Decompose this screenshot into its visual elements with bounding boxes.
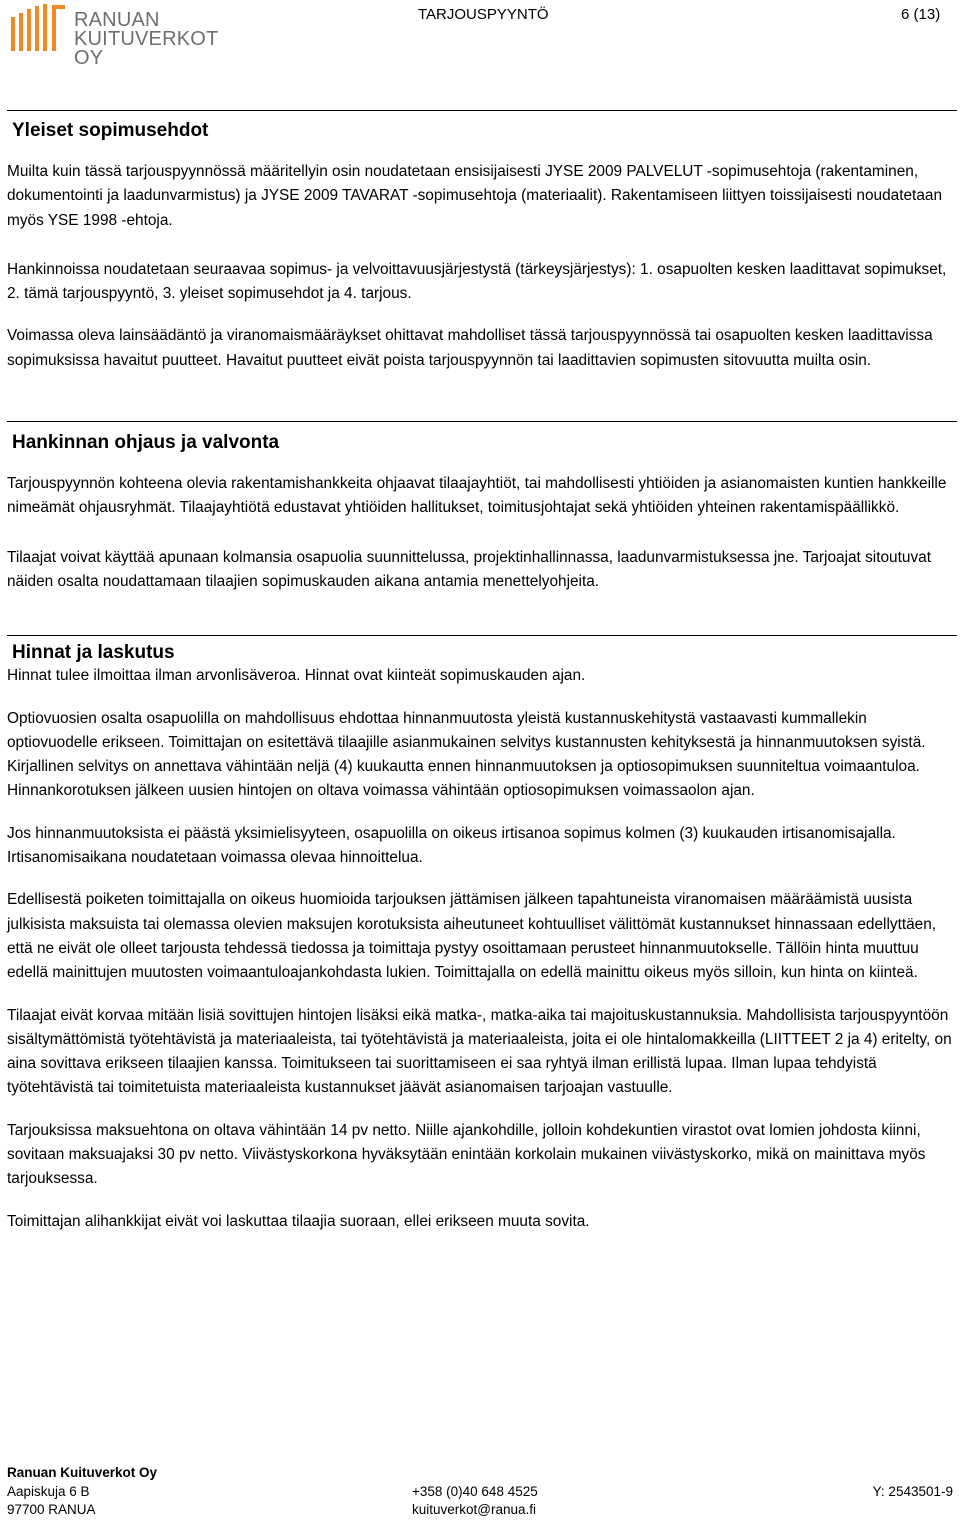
paragraph: Optiovuosien osalta osapuolilla on mahdollisuus ehdottaa hinnanmuutosta yleistä kustannuskehitystä vastaavasti kummallekin optiovuodelle erikseen. Toimittajan on esitettävä tilaajille asianmukainen selvitys kustannusten kehityksestä ja hinnanmuutoksen syistä. Kirjallinen selvitys on annettava vähintään neljä (4) kuukautta ennen hinnanmuutoksen ja optiosopimuksen suunniteltua voimaantuloa. Hinnankorotuksen jälkeen uusien hintojen on oltava voimassa vähintään optiosopimuksen voimassaolon ajan.: [7, 709, 926, 800]
footer-contact: [412, 1483, 538, 1520]
section-general-terms: [7, 110, 957, 373]
footer-phone: +358 (0)40 648 4525: [412, 1483, 538, 1499]
section-prices-invoicing: [7, 635, 957, 1234]
paragraph: Hankinnoissa noudatetaan seuraavaa sopimus- ja velvoittavuusjärjestystä (tärkeysjärjestys): 1. osapuolten kesken laadittavat sopimukset, 2. tämä tarjouspyyntö, 3. yleiset sopimusehdot ja 4. tarjous.: [7, 260, 947, 303]
paragraph: Tarjouspyynnön kohteena olevia rakentamishankkeita ohjaavat tilaajayhtiöt, tai mahdollisesti yhtiöiden ja asianomaisten kuntien hankkeille nimeämät ohjausryhmät. Tilaajayhtiötä edustavat yhtiöiden hallitukset, toimitusjohtajat sekä yhtiöiden yhteinen rakentamispäällikkö.: [7, 475, 947, 517]
paragraph: Toimittajan alihankkijat eivät voi laskuttaa tilaajia suoraan, ellei erikseen muuta sovita.: [7, 1212, 590, 1230]
footer-company: Ranuan Kuituverkot Oy: [7, 1465, 158, 1480]
footer-email[interactable]: kuituverkot@ranua.fi: [412, 1502, 537, 1517]
logo-line-1: RANUAN: [74, 9, 160, 31]
page-header: [0, 0, 960, 69]
paragraph: Tarjouksissa maksuehtona on oltava vähintään 14 pv netto. Niille ajankohdille, jolloin kohdekuntien virastot ovat lomien johdosta kiinni, sovitaan maksuajaksi 30 pv netto. Viivästyskorkona hyväksytään enintään korkolain mukainen viivästyskorko, mikä on mainittava myös tarjouksessa.: [7, 1121, 926, 1188]
paragraph: Voimassa oleva lainsäädäntö ja viranomaismääräykset ohittavat mahdolliset tässä tarjouspyynnössä tai osapuolten kesken laadittavissa sopimuksissa havaitut puutteet. Havaitut puutteet eivät poista tarjouspyynnön tai laadittavien sopimusten sitovuutta muilta osin.: [7, 327, 933, 369]
logo-mark-icon: [8, 3, 68, 53]
section-procurement-control: [7, 421, 957, 594]
paragraph: Edellisestä poiketen toimittajalla on oikeus huomioida tarjouksen jättämisen jälkeen tapahtuneista viranomaisen määräämistä uusista julkisista maksuista tai olemassa olevien maksujen korotuksista aiheutuneet kohtuulliset välittömät kustannukset hinnassaan edellyttäen, että ne eivät ole olleet tarjousta tehdessä tiedossa ja toimittaja pystyy osoittamaan perusteet hinnanmuutokselle. Tällöin hinta muuttuu edellä mainittujen muutosten voimaantuloajankohdasta lukien. Toimittajalla on edellä mainittu oikeus myös silloin, kun hinta on kiinteä.: [7, 891, 937, 982]
logo-wordmark: [74, 11, 248, 68]
section-title: Hankinnan ohjaus ja valvonta: [12, 432, 280, 454]
company-logo: [8, 3, 248, 69]
paragraph: Tilaajat eivät korvaa mitään lisiä sovittujen hintojen lisäksi eikä matka-, matka-aika tai majoituskustannuksia. Mahdollisista tarjouspyyntöön sisältymättömistä työtehtävistä ja materiaaleista, tai työtehtävistä ja materiaaleista, joita ei ole hintalomakkeilla (LIITTEET 2 ja 4) eritelty, on aina sovittava erikseen tilaajien kanssa. Toimitukseen tai suorittamiseen ei saa ryhtyä ilman erillistä lupaa. Ilman lupaa tehdyistä työtehtävistä tai toimitetuista materiaaleista kustannukset jäävät asianomaisen tarjoajan vastuulle.: [7, 1006, 952, 1097]
section-title: Yleiset sopimusehdot: [12, 120, 209, 141]
paragraph: Hinnat tulee ilmoittaa ilman arvonlisäveroa. Hinnat ovat kiinteät sopimuskauden ajan.: [7, 667, 586, 685]
document-title: TARJOUSPYYNTÖ: [418, 6, 549, 23]
paragraph: Tilaajat voivat käyttää apunaan kolmansia osapuolia suunnittelussa, projektinhallinnassa, laadunvarmistuksessa jne. Tarjoajat sitoutuvat näiden osalta noudattamaan tilaajien sopimuskauden aikana antamia menettelyohjeita.: [7, 548, 931, 590]
paragraph: Muilta kuin tässä tarjouspyynnössä määritellyin osin noudatetaan ensisijaisesti JYSE 2009 PALVELUT -sopimusehtoja (rakentaminen, dokumentointi ja laadunvarmistus) ja JYSE 2009 TAVARAT -sopimusehtoja (materiaalit). Rakentamiseen liittyen toissijaisesti noudatetaan myös YSE 1998 -ehtoja.: [7, 163, 943, 229]
footer-postal: 97700 RANUA: [7, 1502, 96, 1517]
footer-street: Aapiskuja 6 B: [7, 1483, 90, 1499]
document-body: [7, 110, 957, 1234]
page-number: 6 (13): [901, 6, 941, 23]
footer-business-id: Y: 2543501-9: [872, 1483, 953, 1499]
paragraph: Jos hinnanmuutoksista ei päästä yksimielisyyteen, osapuolilla on oikeus irtisanoa sopimus kolmen (3) kuukauden irtisanomisajalla. Irtisanomisaikana noudatetaan voimassa olevaa hinnoittelua.: [7, 824, 896, 867]
logo-line-2: KUITUVERKOT OY: [74, 28, 219, 69]
section-title: Hinnat ja laskutus: [12, 642, 175, 664]
footer-address: [7, 1464, 157, 1520]
